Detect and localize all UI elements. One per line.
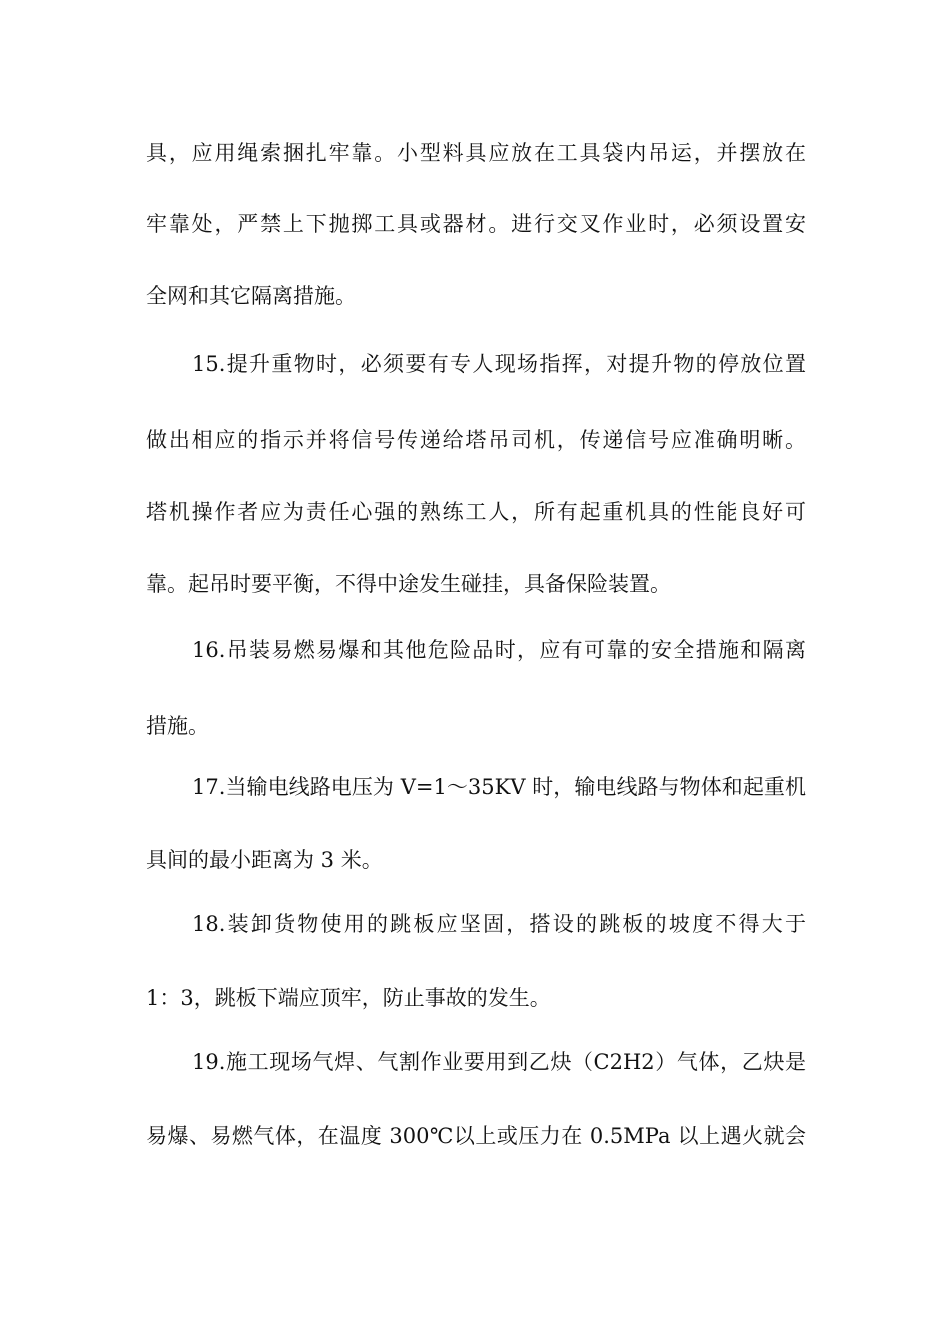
text-line-13: 1：3，跳板下端应顶牢，防止事故的发生。 bbox=[146, 986, 551, 1010]
text-line-item-15: 15.提升重物时，必须要有专人现场指挥，对提升物的停放位置 bbox=[192, 352, 806, 376]
text-line-15: 易爆、易燃气体，在温度 300℃以上或压力在 0.5MPa 以上遇火就会 bbox=[146, 1124, 806, 1148]
text-line-6: 塔机操作者应为责任心强的熟练工人，所有起重机具的性能良好可 bbox=[146, 500, 806, 524]
text-line-1: 具，应用绳索捆扎牢靠。小型料具应放在工具袋内吊运，并摆放在 bbox=[146, 141, 806, 165]
text-line-2: 牢靠处，严禁上下抛掷工具或器材。进行交叉作业时，必须设置安 bbox=[146, 212, 806, 236]
text-line-7: 靠。起吊时要平衡，不得中途发生碰挂，具备保险装置。 bbox=[146, 572, 671, 596]
text-line-item-16: 16.吊装易燃易爆和其他危险品时，应有可靠的安全措施和隔离 bbox=[192, 638, 806, 662]
text-line-item-18: 18.装卸货物使用的跳板应坚固，搭设的跳板的坡度不得大于 bbox=[192, 912, 806, 936]
text-line-3: 全网和其它隔离措施。 bbox=[146, 284, 356, 308]
text-line-11: 具间的最小距离为 3 米。 bbox=[146, 848, 383, 872]
text-line-item-17: 17.当输电线路电压为 V=1～35KV 时，输电线路与物体和起重机 bbox=[192, 775, 806, 799]
text-line-item-19: 19.施工现场气焊、气割作业要用到乙炔（C2H2）气体，乙炔是 bbox=[192, 1050, 806, 1074]
text-line-9: 措施。 bbox=[146, 714, 209, 738]
text-line-5: 做出相应的指示并将信号传递给塔吊司机，传递信号应准确明晰。 bbox=[146, 428, 806, 452]
